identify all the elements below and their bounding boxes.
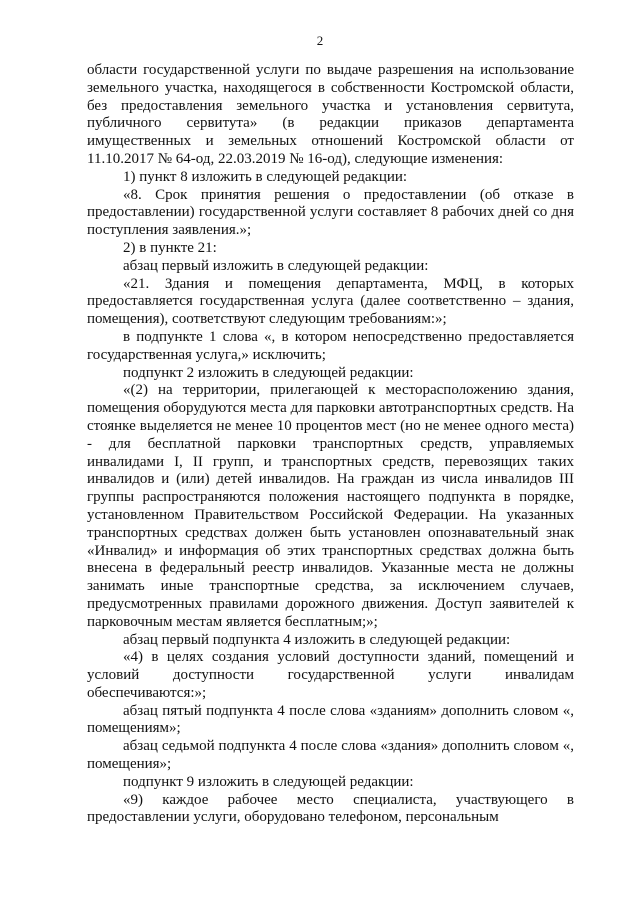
paragraph-clause-8: «8. Срок принятия решения о предоставлении (об отказе в предоставлении) государственной услуги составляет 8 рабочих дней со дня поступления заявления.»; xyxy=(87,186,574,239)
paragraph-subclause-4-heading: абзац первый подпункта 4 изложить в следующей редакции: xyxy=(123,631,511,648)
document-body xyxy=(87,62,574,827)
paragraph-subclause-9-text: «9) каждое рабочее место специалиста, участвующего в предоставлении услуги, оборудовано телефоном, персональным xyxy=(87,791,574,826)
paragraph-subclause-4-seventh: абзац седьмой подпункта 4 после слова «здания» дополнить словом «, помещения»; xyxy=(87,738,574,773)
paragraph-first-para: абзац первый изложить в следующей редакции: xyxy=(123,257,429,274)
paragraph-intro: области государственной услуги по выдаче разрешения на использование земельного участка, находящегося в собственности Костромской области, без предоставления земельного участка и установления сервитута, публичного сервитута» (в редакции приказов департамента имущественных и земельных отношений Костромской области от 11.10.2017 № 64-од, 22.03.2019 № 16-од), следующие изменения: xyxy=(87,62,574,167)
paragraph-clause-21: «21. Здания и помещения департамента, МФЦ, в которых предоставляется государственная услуга (далее соответственно – здания, помещения), соответствуют следующим требованиям:»; xyxy=(87,275,574,328)
paragraph-item-2: 2) в пункте 21: xyxy=(123,239,217,256)
paragraph-subclause-2-text: «(2) на территории, прилегающей к месторасположению здания, помещения оборудуются места для парковки автотранспортных средств. На стоянке выделяется не менее 10 процентов мест (но не менее одного места) - для бесплатной парковки транспортных средств, управляемых инвалидами I, II групп, и транспортных средств, перевозящих таких инвалидов и (или) детей инвалидов. На граждан из числа инвалидов III группы распространяются положения настоящего подпункта в порядке, установленном Правительством Российской Федерации. На указанных транспортных средствах должен быть установлен опознавательный знак «Инвалид» и информация об этих транспортных средствах должна быть внесена в федеральный реестр инвалидов. Указанные места не должны занимать иные транспортные средства, за исключением случаев, предусмотренных правилами дорожного движения. Доступ заявителей к парковочным местам является бесплатным;»; xyxy=(87,382,574,630)
paragraph-subclause-1: в подпункте 1 слова «, в котором непосредственно предоставляется государственная услуга,» исключить; xyxy=(87,328,574,363)
paragraph-subclause-4-fifth: абзац пятый подпункта 4 после слова «зданиям» дополнить словом «, помещениям»; xyxy=(87,702,574,737)
paragraph-subclause-4-text: «4) в целях создания условий доступности зданий, помещений и условий доступности государственной услуги инвалидам обеспечиваются:»; xyxy=(87,649,574,701)
paragraph-subclause-2-heading: подпункт 2 изложить в следующей редакции: xyxy=(123,364,414,381)
page-number: 2 xyxy=(316,33,324,48)
paragraph-item-1: 1) пункт 8 изложить в следующей редакции: xyxy=(123,168,408,185)
paragraph-subclause-9-heading: подпункт 9 изложить в следующей редакции: xyxy=(123,773,414,790)
